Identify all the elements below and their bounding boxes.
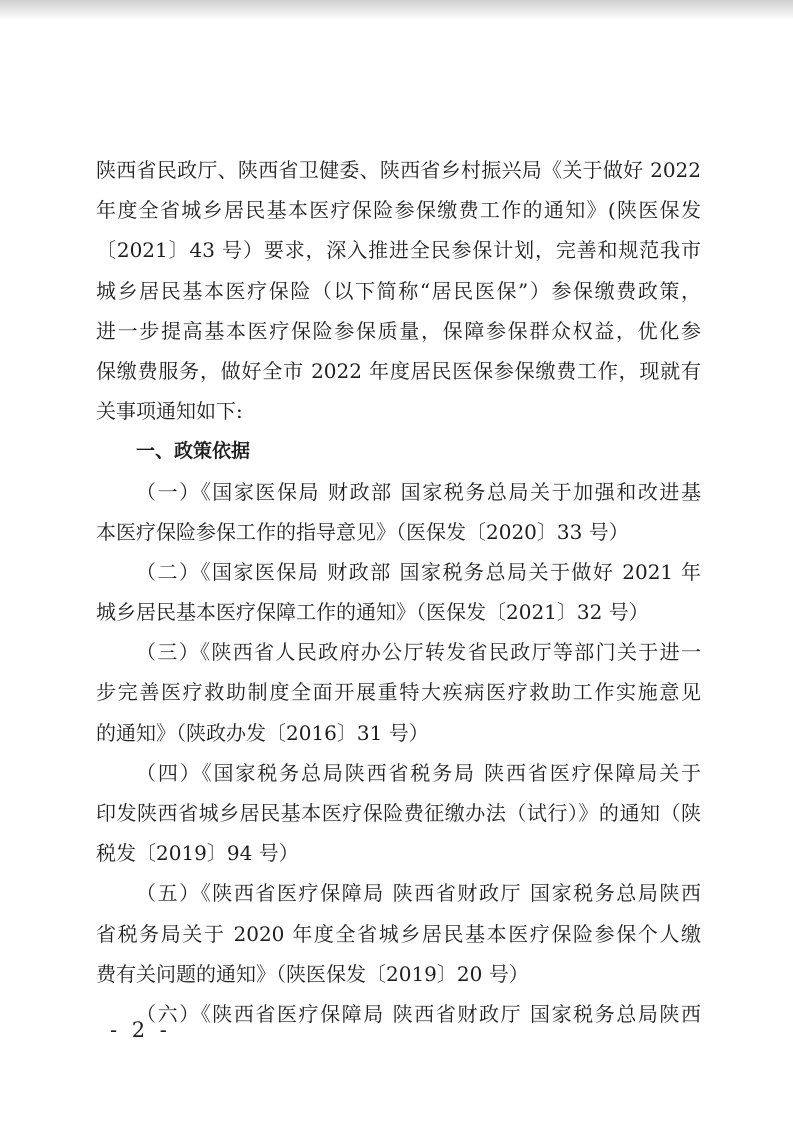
text-line: 进一步提高基本医疗保险参保质量，保障参保群众权益，优化参 (96, 318, 701, 343)
text-line: （五）《陕西省医疗保障局 陕西省财政厅 国家税务总局陕西 (136, 881, 701, 906)
text-line: （四）《国家税务总局陕西省税务局 陕西省医疗保障局关于 (136, 760, 701, 785)
text-line: 税发〔2019〕94 号） (96, 841, 299, 866)
text-line: 保缴费服务，做好全市 2022 年度居民医保参保缴费工作，现就有 (96, 358, 701, 383)
text-line: （六）《陕西省医疗保障局 陕西省财政厅 国家税务总局陕西 (136, 1001, 701, 1026)
text-line: 城乡居民基本医疗保险（以下简称“居民医保”）参保缴费政策， (96, 278, 701, 303)
text-line: 关事项通知如下: (96, 399, 243, 424)
text-line: 印发陕西省城乡居民基本医疗保险费征缴办法（试行）》的通知（陕 (96, 801, 701, 825)
text-line: 年度全省城乡居民基本医疗保险参保缴费工作的通知》(陕医保发 (96, 198, 701, 223)
item-4 (96, 753, 701, 874)
text-line: 本医疗保险参保工作的指导意见》（医保发〔2020〕33 号） (96, 519, 629, 544)
text-line: 省税务局关于 2020 年度全省城乡居民基本医疗保险参保个人缴 (96, 921, 701, 946)
text-line: 步完善医疗救助制度全面开展重特大疾病医疗救助工作实施意见 (96, 680, 701, 705)
text-line: 费有关问题的通知》（陕医保发〔2019〕20 号） (96, 961, 529, 986)
text-line: （二）《国家医保局 财政部 国家税务总局关于做好 2021 年 (136, 559, 701, 584)
item-2 (96, 552, 701, 632)
page-number: - 2 - (110, 1018, 171, 1042)
text-line: （三）《陕西省人民政府办公厅转发省民政厅等部门关于进一 (136, 640, 701, 665)
item-3 (96, 632, 701, 753)
text-line: 陕西省民政厅、陕西省卫健委、陕西省乡村振兴局《关于做好 2022 (96, 158, 701, 182)
text-line: 城乡居民基本医疗保障工作的通知》（医保发〔2021〕32 号） (96, 600, 649, 625)
document-body (96, 150, 701, 1034)
item-6 (96, 994, 701, 1034)
text-line: 〔2021〕43 号）要求，深入推进全民参保计划，完善和规范我市 (96, 238, 701, 263)
text-line: 的通知》（陕政办发〔2016〕31 号） (96, 720, 429, 745)
scan-edge (0, 0, 793, 20)
section-heading: 一、政策依据 (136, 440, 251, 463)
item-5 (96, 873, 701, 994)
text-line: （一）《国家医保局 财政部 国家税务总局关于加强和改进基 (136, 479, 701, 504)
intro-paragraph (96, 150, 701, 431)
item-1 (96, 472, 701, 552)
